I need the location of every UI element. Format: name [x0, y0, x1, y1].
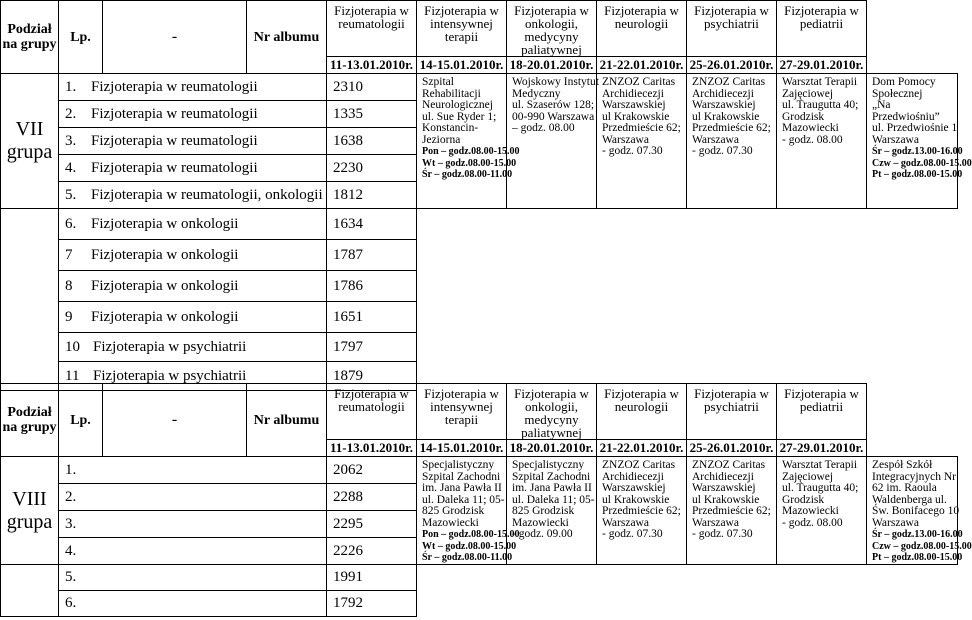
location-line: ul. Daleka 11; 05-	[512, 493, 595, 506]
student-row-label	[59, 271, 327, 302]
group-label: VII grupa	[1, 74, 59, 209]
location-line: - godz. 07.30	[602, 145, 663, 157]
subject-column-header: Fizjoterapia w pediatrii	[777, 1, 867, 57]
date-cell: 27-29.01.2010r.	[777, 440, 867, 457]
location-line: Św. Bonifacego 10	[872, 505, 960, 517]
location-line: Społecznej	[872, 87, 923, 100]
student-row-label	[59, 101, 327, 128]
location-cell-reum	[417, 457, 520, 565]
location-cell-pedi	[867, 74, 972, 209]
dash-column-header: -	[103, 384, 247, 457]
hours-line: Czw – godz.08.00-15.00	[872, 540, 972, 552]
lp-number: 6.	[65, 215, 77, 232]
lp-number: 4.	[59, 538, 327, 565]
location-line: ZNZOZ Caritas	[692, 459, 766, 471]
location-line: Szpital	[422, 76, 454, 88]
student-row-label	[59, 333, 327, 362]
location-line: Konstancin-	[422, 122, 479, 134]
lp-number: 2.	[65, 105, 77, 122]
album-number: 1335	[327, 101, 417, 128]
album-number: 2226	[327, 538, 417, 565]
date-cell: 14-15.01.2010r.	[417, 57, 507, 74]
location-line: Przedmieście 62;	[692, 505, 771, 517]
table-row	[1, 74, 958, 101]
subject-column-header: Fizjoterapia w psychiatrii	[687, 384, 777, 440]
hours-line: Pt – godz.08.00-15.00	[872, 552, 963, 563]
album-number: 2288	[327, 484, 417, 511]
location-line: Zajęciowej	[782, 87, 834, 100]
location-line: Archidiecezji	[692, 470, 754, 483]
album-number: 1812	[327, 182, 417, 209]
row-description: Fizjoterapia w psychiatrii	[93, 338, 247, 355]
location-cell-neuro	[687, 457, 777, 565]
location-line: Mazowiecki	[782, 505, 839, 517]
location-line: Warszawa	[602, 133, 649, 146]
location-line: 00-990 Warszawa	[512, 110, 595, 123]
subject-column-header: Fizjoterapia w onkologii, medycyny paliatywnej	[507, 384, 597, 440]
location-line: Warszawa	[602, 516, 649, 529]
location-line: ZNZOZ Caritas	[692, 76, 766, 88]
group-viii-table	[0, 383, 972, 617]
location-cell-intens	[507, 457, 597, 565]
album-number: 1651	[327, 302, 417, 333]
lp-column-header: Lp.	[59, 384, 103, 457]
location-line: Mazowiecki	[422, 516, 479, 529]
row-description: Fizjoterapia w reumatologii	[91, 159, 258, 176]
album-number: 1792	[327, 591, 417, 617]
hours-line: Czw – godz.08.00-15.00	[872, 157, 972, 169]
location-line: Specjalistyczny	[422, 459, 495, 471]
group-viii-header-row	[1, 384, 958, 440]
location-line: Warszawskiej	[602, 482, 666, 494]
location-line: ul. Traugutta 40;	[782, 482, 859, 494]
location-line: Zespół Szkół	[872, 459, 933, 471]
location-line: ul Krakowskie	[602, 110, 670, 123]
date-cell: 14-15.01.2010r.	[417, 440, 507, 457]
location-line: - godz. 07.30	[692, 145, 753, 157]
student-row-label	[59, 128, 327, 155]
subject-column-header: Fizjoterapia w reumatologii	[327, 1, 417, 57]
album-number: 2230	[327, 155, 417, 182]
location-cell-onko	[597, 74, 687, 209]
hours-line: Śr – godz.08.00-11.00	[422, 169, 513, 180]
album-number: 2310	[327, 74, 417, 101]
location-line: Warszawa	[872, 133, 919, 146]
date-cell: 11-13.01.2010r.	[327, 57, 417, 74]
hours-line: Wt – godz.08.00-15.00	[422, 157, 517, 169]
location-line: 825 Grodzisk	[512, 505, 575, 517]
date-cell: 21-22.01.2010r.	[597, 440, 687, 457]
group-vii-header-row	[1, 1, 958, 57]
date-cell: 27-29.01.2010r.	[777, 57, 867, 74]
row-description: Fizjoterapia w onkologii	[91, 215, 239, 232]
hours-line: Śr – godz.08.00-11.00	[422, 552, 513, 563]
dash-column-header: -	[103, 1, 247, 74]
location-line: Przedmieście 62;	[692, 122, 771, 134]
lp-number: 7	[65, 246, 73, 263]
album-number: 1879	[327, 362, 417, 391]
album-number: 2062	[327, 457, 417, 484]
lp-column-header: Lp.	[59, 1, 103, 74]
location-line: ul. Sue Ryder 1;	[422, 110, 497, 123]
empty-area	[417, 565, 958, 617]
location-line: ul. Daleka 11; 05-	[422, 493, 505, 506]
subject-column-header: Fizjoterapia w neurologii	[597, 1, 687, 57]
location-line: Zajęciowej	[782, 470, 834, 483]
album-number: 1634	[327, 209, 417, 240]
location-line: Warszawa	[872, 516, 919, 529]
lp-number: 4.	[65, 159, 77, 176]
location-line: ul. Przedwiośnie 1	[872, 122, 958, 134]
subject-column-header: Fizjoterapia w intensywnej terapii	[417, 384, 507, 440]
lp-number: 10	[65, 338, 80, 355]
location-line: ZNZOZ Caritas	[602, 76, 676, 88]
student-row-label	[59, 74, 327, 101]
album-number: 1991	[327, 565, 417, 591]
location-line: Jeziorna	[422, 133, 461, 146]
location-line: Przedwiośniu”	[872, 110, 940, 123]
student-row-label	[59, 182, 327, 209]
location-line: ul. Traugutta 40;	[782, 99, 859, 111]
album-number: 1797	[327, 333, 417, 362]
lp-number: 5.	[65, 186, 77, 203]
lp-number: 2.	[59, 484, 327, 511]
lp-number: 1.	[65, 78, 77, 95]
location-line: Dom Pomocy	[872, 76, 936, 88]
location-line: ul Krakowskie	[692, 493, 760, 506]
location-line: Warsztat Terapii	[782, 459, 858, 471]
location-line: Waldenberga ul.	[872, 493, 947, 506]
location-line: - godz. 07.30	[692, 528, 753, 540]
location-line: im. Jana Pawła II	[512, 482, 592, 494]
location-cell-psych	[777, 74, 867, 209]
location-line: Przedmieście 62;	[602, 505, 681, 517]
location-line: Archidiecezji	[602, 87, 664, 100]
row-description: Fizjoterapia w reumatologii	[91, 132, 258, 149]
lp-number: 3.	[59, 511, 327, 538]
lp-number: 11	[65, 367, 80, 384]
date-cell: 21-22.01.2010r.	[597, 57, 687, 74]
location-line: Mazowiecki	[512, 516, 569, 529]
location-line: Warszawskiej	[692, 99, 756, 111]
subject-column-header: Fizjoterapia w intensywnej terapii	[417, 1, 507, 57]
location-line: ul Krakowskie	[692, 110, 760, 123]
location-cell-psych	[777, 457, 867, 565]
location-line: im. Jana Pawła II	[422, 482, 502, 494]
location-line: – godz. 08.00	[512, 122, 575, 134]
location-line: Przedmieście 62;	[602, 122, 681, 134]
hours-line: Pon – godz.08.00-15.00	[422, 529, 520, 540]
row-description: Fizjoterapia w onkologii	[91, 246, 239, 263]
location-line: Szpital Zachodni	[422, 470, 501, 483]
hours-line: Pon – godz.08.00-15.00	[422, 146, 520, 157]
row-description: Fizjoterapia w reumatologii, onkologii	[91, 186, 323, 203]
album-number: 1638	[327, 128, 417, 155]
location-line: - godz. 09.00	[512, 528, 573, 540]
location-line: Specjalistyczny	[512, 459, 585, 471]
location-cell-pedi	[867, 457, 972, 565]
location-line: Warsztat Terapii	[782, 76, 858, 88]
student-row-label	[59, 302, 327, 333]
lp-number: 5.	[59, 565, 327, 591]
student-row-label	[59, 240, 327, 271]
date-cell: 18-20.01.2010r.	[507, 440, 597, 457]
album-number: 2295	[327, 511, 417, 538]
location-line: Warszawskiej	[602, 99, 666, 111]
location-cell-intens	[507, 74, 597, 209]
location-line: „Na	[872, 99, 891, 111]
location-line: - godz. 07.30	[602, 528, 663, 540]
location-line: - godz. 08.00	[782, 133, 843, 146]
hours-line: Wt – godz.08.00-15.00	[422, 540, 517, 552]
student-row-label	[59, 209, 327, 240]
row-description: Fizjoterapia w reumatologii	[91, 78, 258, 95]
date-cell: 25-26.01.2010r.	[687, 57, 777, 74]
location-line: Rehabilitacji	[422, 87, 481, 100]
row-description: Fizjoterapia w psychiatrii	[93, 367, 247, 384]
location-line: Neurologicznej	[422, 99, 493, 111]
location-line: Medyczny	[512, 87, 561, 100]
location-line: - godz. 08.00	[782, 516, 843, 529]
album-column-header: Nr albumu	[247, 384, 327, 457]
student-row-label	[59, 155, 327, 182]
group-label: VIII grupa	[1, 457, 59, 565]
empty-group-cell	[1, 209, 59, 391]
subject-column-header: Fizjoterapia w onkologii, medycyny paliatywnej	[507, 1, 597, 57]
table-row	[1, 565, 958, 591]
row-description: Fizjoterapia w reumatologii	[91, 105, 258, 122]
location-line: Archidiecezji	[602, 470, 664, 483]
date-cell: 25-26.01.2010r.	[687, 440, 777, 457]
location-line: ul Krakowskie	[602, 493, 670, 506]
album-number: 1787	[327, 240, 417, 271]
location-line: ZNZOZ Caritas	[602, 459, 676, 471]
location-line: 62 im. Raoula	[872, 482, 937, 494]
group-column-header: Podział na grupy	[1, 384, 59, 457]
date-cell: 11-13.01.2010r.	[327, 440, 417, 457]
lp-number: 8	[65, 277, 73, 294]
location-cell-reum	[417, 74, 520, 209]
row-description: Fizjoterapia w onkologii	[91, 308, 239, 325]
group-column-header: Podział na grupy	[1, 1, 59, 74]
location-line: Warszawskiej	[692, 482, 756, 494]
subject-column-header: Fizjoterapia w psychiatrii	[687, 1, 777, 57]
lp-number: 9	[65, 308, 73, 325]
location-line: Archidiecezji	[692, 87, 754, 100]
lp-number: 6.	[59, 591, 327, 617]
lp-number: 3.	[65, 132, 77, 149]
hours-line: Śr – godz.13.00-16.00	[872, 529, 963, 540]
empty-area	[417, 209, 958, 391]
empty-group-cell	[1, 565, 59, 617]
table-row	[1, 457, 958, 484]
location-line: Integracyjnych Nr	[872, 470, 956, 483]
date-cell: 18-20.01.2010r.	[507, 57, 597, 74]
location-line: Warszawa	[692, 516, 739, 529]
album-column-header: Nr albumu	[247, 1, 327, 74]
location-line: Grodzisk	[782, 493, 825, 506]
location-line: Szpital Zachodni	[512, 470, 591, 483]
subject-column-header: Fizjoterapia w neurologii	[597, 384, 687, 440]
hours-line: Śr – godz.13.00-16.00	[872, 146, 963, 157]
hours-line: Pt – godz.08.00-15.00	[872, 169, 963, 180]
location-cell-onko	[597, 457, 687, 565]
subject-column-header: Fizjoterapia w pediatrii	[777, 384, 867, 440]
album-number: 1786	[327, 271, 417, 302]
table-row	[1, 209, 958, 240]
location-line: Mazowiecki	[782, 122, 839, 134]
subject-column-header: Fizjoterapia w reumatologii	[327, 384, 417, 440]
location-line: ul. Szaserów 128;	[512, 99, 595, 111]
location-cell-neuro	[687, 74, 777, 209]
location-line: Wojskowy Instytut	[512, 76, 599, 88]
row-description: Fizjoterapia w onkologii	[91, 277, 239, 294]
location-line: 825 Grodzisk	[422, 505, 485, 517]
lp-number: 1.	[59, 457, 327, 484]
location-line: Warszawa	[692, 133, 739, 146]
location-line: Grodzisk	[782, 110, 825, 123]
